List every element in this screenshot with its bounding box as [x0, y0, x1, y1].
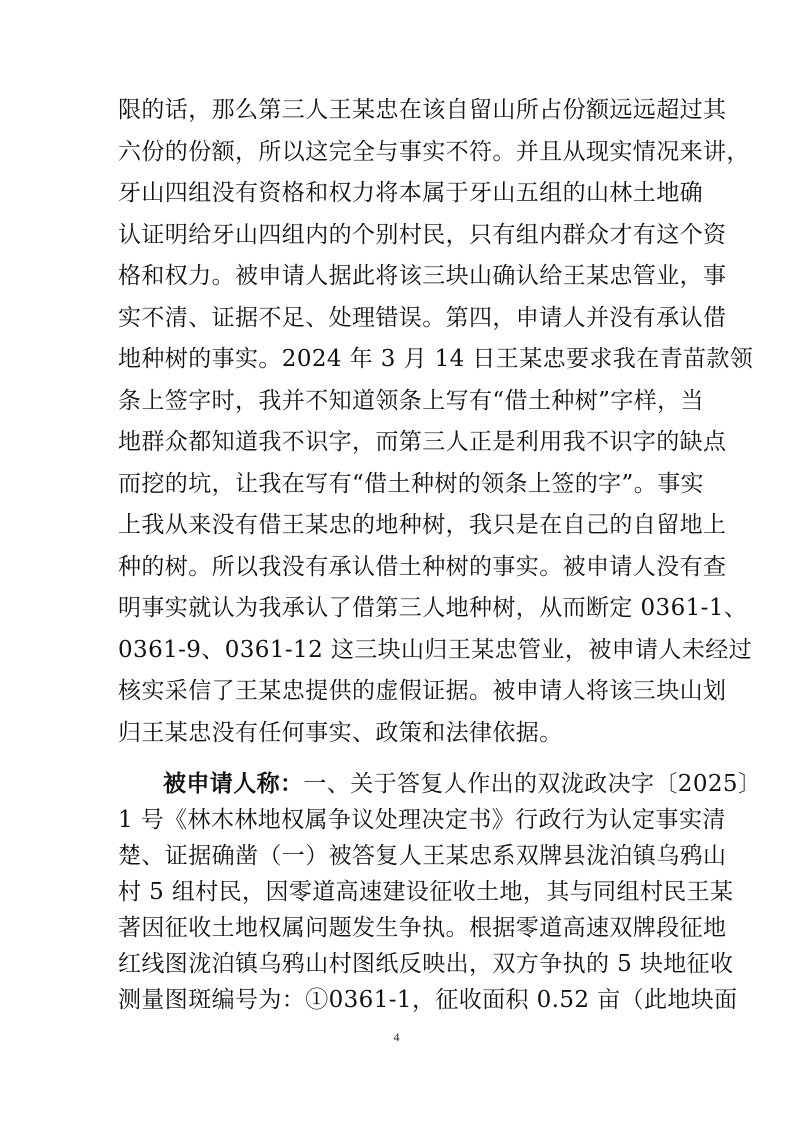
paragraph-2-line-6: 红线图泷泊镇乌鸦山村图纸反映出，双方争执的 5 块地征收 — [118, 951, 734, 977]
paragraph-1-line-8: 条上签字时，我并不知道领条上写有“借土种树”字样，当 — [118, 387, 704, 414]
paragraph-1-line-2: 六份的份额，所以这完全与事实不符。并且从现实情况来讲， — [118, 138, 750, 165]
paragraph-1-line-3: 牙山四组没有资格和权力将本属于牙山五组的山林土地确 — [118, 180, 703, 206]
paragraph-1-line-16: 归王某忠没有任何事实、政策和法律依据。 — [118, 719, 563, 746]
respondent-statement-lead: 被申请人称： — [163, 770, 304, 797]
paragraph-1-line-7: 地种树的事实。2024 年 3 月 14 日王某忠要求我在青苗款领 — [118, 346, 754, 372]
paragraph-1-line-6: 实不清、证据不足、处理错误。第四，申请人并没有承认借 — [118, 304, 727, 331]
paragraph-2-line-7: 测量图斑编号为：①0361-1，征收面积 0.52 亩（此地块面 — [118, 987, 738, 1013]
paragraph-2-line-1 — [163, 764, 762, 804]
paragraph-2-line-4: 村 5 组村民，因零道高速建设征收土地，其与同组村民王某 — [118, 879, 734, 905]
paragraph-1-line-10: 而挖的坑，让我在写有“借土种树的领条上签的字”。事实 — [118, 470, 704, 497]
paragraph-1-line-4: 认证明给牙山四组内的个别村民，只有组内群众才有这个资 — [118, 221, 727, 248]
paragraph-2-line-3: 楚、证据确凿（一）被答复人王某忠系双牌县泷泊镇乌鸦山 — [118, 843, 727, 869]
paragraph-1-line-12: 种的树。所以我没有承认借土种树的事实。被申请人没有查 — [118, 553, 727, 580]
paragraph-1-line-13: 明事实就认为我承认了借第三人地种树，从而断定 0361-1、 — [118, 595, 748, 621]
paragraph-1-line-1: 限的话，那么第三人王某忠在该自留山所占份额远远超过其 — [118, 97, 727, 123]
paragraph-1-line-9: 地群众都知道我不识字，而第三人正是利用我不识字的缺点 — [118, 429, 727, 455]
page-number: 4 — [393, 1030, 400, 1044]
paragraph-2-line-2: 1 号《林木林地权属争议处理决定书》行政行为认定事实清 — [118, 807, 726, 833]
paragraph-2-line-1-rest: 一、关于答复人作出的双泷政决字〔2025〕 — [303, 771, 762, 797]
paragraph-2-line-5: 著因征收土地权属问题发生争执。根据零道高速双牌段征地 — [118, 915, 727, 941]
paragraph-1-line-14: 0361-9、0361-12 这三块山归王某忠管业，被申请人未经过 — [118, 636, 753, 663]
paragraph-1-line-11: 上我从来没有借王某忠的地种树，我只是在自己的自留地上 — [118, 512, 727, 538]
paragraph-1-line-5: 格和权力。被申请人据此将该三块山确认给王某忠管业，事 — [118, 263, 727, 289]
paragraph-1-line-15: 核实采信了王某忠提供的虚假证据。被申请人将该三块山划 — [118, 678, 727, 704]
